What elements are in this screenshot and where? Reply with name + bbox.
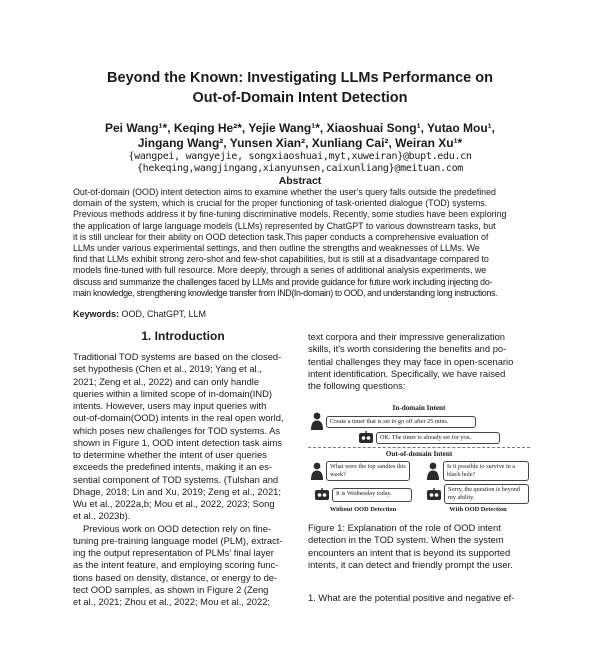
body-line: exceeds the predefined intents, making it an es- [73,461,273,473]
authors-line-1: Pei Wang¹*, Keqing He²*, Yejie Wang¹*, Xiaoshuai Song¹, Yutao Mou¹, [104,121,496,135]
caption-line: Figure 1: Explanation of the role of OOD intent [308,522,501,533]
paper-title-line-2: Out-of-Domain Intent Detection [192,90,408,106]
user-icon [426,462,440,480]
paper-title-line-1: Beyond the Known: Investigating LLMs Performance on [107,70,493,86]
figure-divider [308,447,530,448]
body-line: tect OOD samples, as shown in Figure 2 (Zeng [73,583,269,595]
authors-line-2: Jingang Wang², Yunsen Xian², Xunliang Cai², Weiran Xu¹* [137,136,463,150]
body-line: sential component of TOD systems. (Tulshan and [73,473,279,485]
keywords-line [73,309,529,319]
robot-icon [426,488,442,501]
ind-bot-bubble: OK. The timer is already set for you. [376,432,500,444]
body-line: tuning pre-training language model (PLM), extract- [73,534,283,546]
abstract-heading: Abstract [278,175,322,187]
abstract-line: discuss and summarize the challenges faced by LLMs and provide guidance for future work including injecting do- [73,276,493,287]
figure-1 [308,400,530,646]
section-heading: 1. Introduction [141,329,225,343]
body-line: set hypothesis (Chen et al., 2019; Yang et al., [73,363,262,375]
body-line: Dhage, 2018; Lin and Xu, 2019; Zeng et al., 2021; [73,485,281,497]
caption-line: encounters an intent that is beyond its supported [308,546,511,558]
without-ood-caption: Without OOD Detection [329,506,397,513]
robot-icon [314,488,330,501]
ood-left-user-bubble: What were the top sandies this week? [326,461,410,481]
body-line: ing the output representation of PLMs' final layer [73,547,274,558]
body-line: skills, it's worth considering the benefits and po- [308,343,507,355]
abstract-line: main knowledge, strengthening knowledge transfer from IND(In-domain) to OOD, and understanding long instructions. [73,287,498,298]
abstract-line: models fine-tuned with full resource. More deeply, through a series of additional analysis experiments, we [73,265,487,276]
body-line: intent identification. Specifically, we have raised [308,367,506,379]
body-line: intents. However, users may input queries with [73,400,267,411]
body-line: to determine whether the intent of user queries [73,449,267,460]
body-line: as the intent feature, and employing scoring func- [73,559,279,571]
caption-line: detection in the TOD system. When the system [308,534,504,546]
body-line: out-of-domain(OOD) intents in the real open world, [73,412,284,424]
email-line-1: {wangpei, wangyejie, songxiaoshuai,myt,xuweiran}@bupt.edu.cn [128,151,472,162]
body-line: shown in Figure 1, OOD intent detection task aims [73,436,282,448]
user-icon [310,412,324,430]
user-icon [310,462,324,480]
ood-right-bot-bubble: Sorry, the question is beyond my ability. [444,484,529,504]
body-line: which poses new challenges for TOD systems. As [73,424,281,436]
body-line: Traditional TOD systems are based on the closed- [73,351,282,362]
ood-label: Out-of-domain Intent [385,450,453,458]
ind-user-bubble: Create a timer that is set to go off after 25 mins. [326,416,476,428]
body-line: tions based on density, distance, or energy to de- [73,571,278,583]
abstract-line: LLMs under various experimental settings, and then outline the strengths and weaknesses of LLMs. We [73,243,480,254]
keywords-label: Keywords: [73,309,120,319]
abstract-line: Previous methods address it by fine-tuning discriminative models. Recently, some studies have been exploring [73,209,507,220]
abstract-line: it is still unclear for their ability on OOD detection task.This paper conducts a comprehensive evaluation of [73,231,489,242]
figure-caption [308,522,530,571]
body-line: 2021; Zeng et al., 2022) and can only handle [73,375,260,387]
right-column-top [308,331,530,392]
robot-icon [358,431,374,444]
body-line: Wu et al., 2022a,b; Mou et al., 2022, 2023; Song [73,498,275,509]
keywords-value: OOD, ChatGPT, LLM [121,309,207,319]
ood-left-bot-bubble: It is Wednesday today. [332,488,412,502]
body-line: queries within a limited scope of in-domain(IND) [73,387,273,399]
left-column [73,351,293,608]
abstract-line: the application of large language models (LLMs) represented by ChatGPT to various downstream tasks, but [73,220,496,231]
body-line: tential challenges they may face in open-scenario [308,355,514,367]
in-domain-label: In-domain Intent [392,404,446,412]
ood-right-user-bubble: Is it possible to survive in a black hole? [443,461,529,481]
abstract-line: Out-of-domain (OOD) intent detection aims to examine whether the user's query falls outside the predefined [73,187,496,197]
body-line: et al., 2021; Zhou et al., 2022; Mou et al., 2022; [73,596,271,607]
with-ood-caption: With OOD Detection [449,506,507,513]
abstract-body [73,187,529,299]
caption-line: intents, it can detect and friendly prompt the user. [308,558,513,570]
question-1: 1. What are the potential positive and negative ef- [308,592,515,603]
body-line: et al., 2023b). [73,510,131,522]
abstract-line: find that LLMs exhibit strong zero-shot and few-shot capabilities, but is still at a disadvantage compared to [73,254,489,265]
body-line: Previous work on OOD detection rely on fine- [83,522,272,534]
body-line: text corpora and their impressive generalization [308,331,505,342]
body-line: the following questions: [308,380,406,391]
email-line-2: {hekeqing,wangjingang,xianyunsen,caixunliang}@meituan.com [136,163,464,174]
abstract-line: domain of the system, which is crucial for the proper functioning of task-oriented dialogue (TOD) systems. [73,198,488,209]
